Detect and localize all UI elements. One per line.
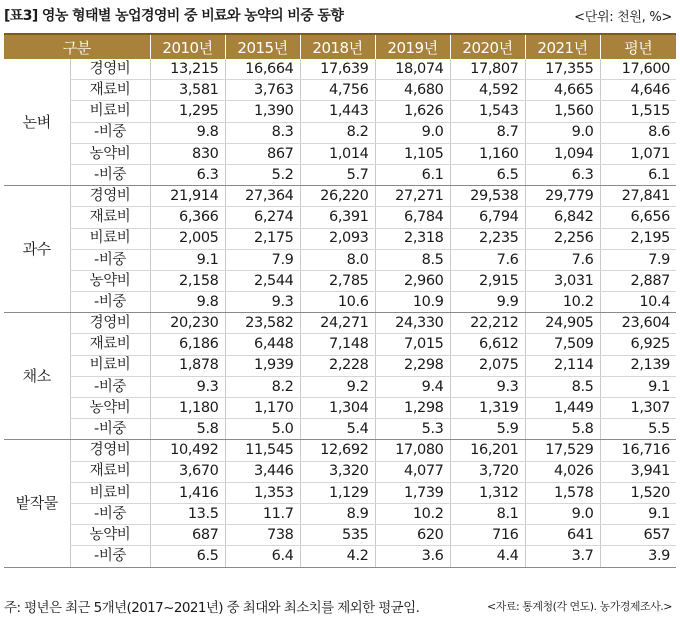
value-cell: 11,545 <box>225 440 300 461</box>
table-row <box>4 270 676 291</box>
footnote: 주: 평년은 최근 5개년(2017~2021년) 중 최대와 최소치를 제외한 평균임. <box>4 600 420 616</box>
row-label: 비료비 <box>70 228 150 249</box>
value-cell: 3,031 <box>525 270 600 291</box>
value-cell: 1,298 <box>375 398 450 419</box>
value-cell: 9.8 <box>150 122 225 143</box>
row-label: 농약비 <box>70 143 150 164</box>
unit-note: <단위: 천원, %> <box>574 10 672 25</box>
value-cell: 3.9 <box>600 546 676 567</box>
value-cell: 8.5 <box>525 376 600 397</box>
value-cell: 10.6 <box>300 292 375 313</box>
table-row <box>4 525 676 546</box>
value-cell: 2,175 <box>225 228 300 249</box>
table-row <box>4 503 676 524</box>
value-cell: 21,914 <box>150 186 225 207</box>
value-cell: 5.0 <box>225 419 300 440</box>
value-cell: 9.1 <box>600 376 676 397</box>
value-cell: 6.1 <box>375 164 450 185</box>
value-cell: 1,304 <box>300 398 375 419</box>
value-cell: 1,014 <box>300 143 375 164</box>
value-cell: 12,692 <box>300 440 375 461</box>
value-cell: 4.4 <box>450 546 525 567</box>
row-label: -비중 <box>70 503 150 524</box>
row-label: 경영비 <box>70 186 150 207</box>
table-title: [표3] 영농 형태별 농업경영비 중 비료와 농약의 비중 동향 <box>4 8 344 24</box>
value-cell: 5.8 <box>525 419 600 440</box>
value-cell: 1,312 <box>450 482 525 503</box>
table-row <box>4 249 676 270</box>
value-cell: 4,026 <box>525 461 600 482</box>
value-cell: 29,538 <box>450 186 525 207</box>
value-cell: 27,841 <box>600 186 676 207</box>
row-label: 재료비 <box>70 80 150 101</box>
group-label: 논벼 <box>4 59 70 186</box>
header-category: 구분 <box>4 34 150 59</box>
value-cell: 24,905 <box>525 313 600 334</box>
value-cell: 830 <box>150 143 225 164</box>
row-label: 경영비 <box>70 440 150 461</box>
header-year: 2018년 <box>300 34 375 59</box>
value-cell: 2,114 <box>525 355 600 376</box>
value-cell: 8.7 <box>450 122 525 143</box>
value-cell: 5.5 <box>600 419 676 440</box>
value-cell: 17,639 <box>300 59 375 80</box>
table-row <box>4 101 676 122</box>
value-cell: 2,785 <box>300 270 375 291</box>
value-cell: 2,318 <box>375 228 450 249</box>
row-label: 농약비 <box>70 270 150 291</box>
value-cell: 1,390 <box>225 101 300 122</box>
data-table <box>4 33 676 568</box>
row-label: 재료비 <box>70 207 150 228</box>
table-row <box>4 482 676 503</box>
value-cell: 11.7 <box>225 503 300 524</box>
value-cell: 1,520 <box>600 482 676 503</box>
table-row <box>4 546 676 567</box>
value-cell: 13.5 <box>150 503 225 524</box>
row-label: 비료비 <box>70 482 150 503</box>
value-cell: 9.1 <box>600 503 676 524</box>
value-cell: 9.4 <box>375 376 450 397</box>
value-cell: 641 <box>525 525 600 546</box>
value-cell: 1,319 <box>450 398 525 419</box>
value-cell: 9.8 <box>150 292 225 313</box>
value-cell: 13,215 <box>150 59 225 80</box>
value-cell: 7.9 <box>225 249 300 270</box>
value-cell: 6,784 <box>375 207 450 228</box>
value-cell: 5.8 <box>150 419 225 440</box>
value-cell: 6.3 <box>150 164 225 185</box>
value-cell: 7,148 <box>300 334 375 355</box>
value-cell: 1,295 <box>150 101 225 122</box>
row-label: -비중 <box>70 376 150 397</box>
value-cell: 9.9 <box>450 292 525 313</box>
value-cell: 27,271 <box>375 186 450 207</box>
value-cell: 687 <box>150 525 225 546</box>
value-cell: 9.3 <box>150 376 225 397</box>
table-row <box>4 59 676 80</box>
value-cell: 1,515 <box>600 101 676 122</box>
value-cell: 1,626 <box>375 101 450 122</box>
value-cell: 2,298 <box>375 355 450 376</box>
value-cell: 5.2 <box>225 164 300 185</box>
value-cell: 16,664 <box>225 59 300 80</box>
table-row <box>4 228 676 249</box>
value-cell: 1,105 <box>375 143 450 164</box>
value-cell: 3,720 <box>450 461 525 482</box>
value-cell: 2,887 <box>600 270 676 291</box>
value-cell: 1,416 <box>150 482 225 503</box>
value-cell: 1,170 <box>225 398 300 419</box>
row-label: -비중 <box>70 249 150 270</box>
value-cell: 17,080 <box>375 440 450 461</box>
row-label: -비중 <box>70 292 150 313</box>
row-label: -비중 <box>70 164 150 185</box>
value-cell: 620 <box>375 525 450 546</box>
header-year: 2010년 <box>150 34 225 59</box>
value-cell: 4,665 <box>525 80 600 101</box>
value-cell: 16,716 <box>600 440 676 461</box>
value-cell: 1,353 <box>225 482 300 503</box>
value-cell: 10.2 <box>525 292 600 313</box>
value-cell: 5.9 <box>450 419 525 440</box>
value-cell: 2,235 <box>450 228 525 249</box>
value-cell: 8.6 <box>600 122 676 143</box>
value-cell: 8.2 <box>225 376 300 397</box>
value-cell: 10.4 <box>600 292 676 313</box>
row-label: 비료비 <box>70 355 150 376</box>
value-cell: 1,543 <box>450 101 525 122</box>
row-label: 비료비 <box>70 101 150 122</box>
header-row <box>4 34 676 59</box>
value-cell: 6.5 <box>450 164 525 185</box>
value-cell: 6.5 <box>150 546 225 567</box>
value-cell: 3.6 <box>375 546 450 567</box>
value-cell: 716 <box>450 525 525 546</box>
value-cell: 29,779 <box>525 186 600 207</box>
value-cell: 2,075 <box>450 355 525 376</box>
value-cell: 2,093 <box>300 228 375 249</box>
value-cell: 6,186 <box>150 334 225 355</box>
value-cell: 5.7 <box>300 164 375 185</box>
group-label: 채소 <box>4 313 70 440</box>
value-cell: 3,763 <box>225 80 300 101</box>
value-cell: 1,443 <box>300 101 375 122</box>
value-cell: 17,600 <box>600 59 676 80</box>
table-row <box>4 355 676 376</box>
value-cell: 5.4 <box>300 419 375 440</box>
table-row <box>4 122 676 143</box>
table-row <box>4 164 676 185</box>
value-cell: 2,544 <box>225 270 300 291</box>
header-average: 평년 <box>600 34 676 59</box>
value-cell: 3,446 <box>225 461 300 482</box>
row-label: 농약비 <box>70 525 150 546</box>
value-cell: 738 <box>225 525 300 546</box>
value-cell: 8.9 <box>300 503 375 524</box>
value-cell: 9.3 <box>225 292 300 313</box>
value-cell: 9.1 <box>150 249 225 270</box>
table-row <box>4 186 676 207</box>
row-label: 농약비 <box>70 398 150 419</box>
table-row <box>4 440 676 461</box>
value-cell: 17,807 <box>450 59 525 80</box>
value-cell: 8.5 <box>375 249 450 270</box>
value-cell: 1,071 <box>600 143 676 164</box>
value-cell: 2,915 <box>450 270 525 291</box>
value-cell: 8.0 <box>300 249 375 270</box>
value-cell: 1,560 <box>525 101 600 122</box>
value-cell: 4,680 <box>375 80 450 101</box>
value-cell: 2,139 <box>600 355 676 376</box>
value-cell: 2,256 <box>525 228 600 249</box>
row-label: 경영비 <box>70 59 150 80</box>
value-cell: 4,756 <box>300 80 375 101</box>
value-cell: 6,274 <box>225 207 300 228</box>
row-label: -비중 <box>70 546 150 567</box>
table-row <box>4 313 676 334</box>
value-cell: 6,391 <box>300 207 375 228</box>
value-cell: 27,364 <box>225 186 300 207</box>
header-year: 2015년 <box>225 34 300 59</box>
value-cell: 4,592 <box>450 80 525 101</box>
row-label: 경영비 <box>70 313 150 334</box>
value-cell: 1,878 <box>150 355 225 376</box>
value-cell: 6,794 <box>450 207 525 228</box>
table-header <box>4 34 676 59</box>
header-year: 2020년 <box>450 34 525 59</box>
value-cell: 5.3 <box>375 419 450 440</box>
value-cell: 1,939 <box>225 355 300 376</box>
table-row <box>4 376 676 397</box>
value-cell: 1,578 <box>525 482 600 503</box>
value-cell: 7.6 <box>525 249 600 270</box>
group-label: 과수 <box>4 186 70 313</box>
value-cell: 7.6 <box>450 249 525 270</box>
value-cell: 535 <box>300 525 375 546</box>
value-cell: 9.3 <box>450 376 525 397</box>
value-cell: 4.2 <box>300 546 375 567</box>
value-cell: 4,646 <box>600 80 676 101</box>
value-cell: 23,582 <box>225 313 300 334</box>
value-cell: 26,220 <box>300 186 375 207</box>
value-cell: 6,366 <box>150 207 225 228</box>
value-cell: 10.2 <box>375 503 450 524</box>
value-cell: 23,604 <box>600 313 676 334</box>
table-row <box>4 292 676 313</box>
value-cell: 2,960 <box>375 270 450 291</box>
value-cell: 17,529 <box>525 440 600 461</box>
table-body <box>4 59 676 567</box>
value-cell: 7.9 <box>600 249 676 270</box>
value-cell: 22,212 <box>450 313 525 334</box>
value-cell: 17,355 <box>525 59 600 80</box>
value-cell: 2,005 <box>150 228 225 249</box>
table-row <box>4 398 676 419</box>
value-cell: 9.0 <box>525 122 600 143</box>
row-label: 재료비 <box>70 461 150 482</box>
value-cell: 1,129 <box>300 482 375 503</box>
value-cell: 1,180 <box>150 398 225 419</box>
value-cell: 24,330 <box>375 313 450 334</box>
value-cell: 1,160 <box>450 143 525 164</box>
value-cell: 867 <box>225 143 300 164</box>
value-cell: 24,271 <box>300 313 375 334</box>
table-row <box>4 207 676 228</box>
value-cell: 1,739 <box>375 482 450 503</box>
value-cell: 10.9 <box>375 292 450 313</box>
header-year: 2021년 <box>525 34 600 59</box>
table-row <box>4 334 676 355</box>
value-cell: 8.1 <box>450 503 525 524</box>
header-year: 2019년 <box>375 34 450 59</box>
row-label: -비중 <box>70 419 150 440</box>
value-cell: 6.3 <box>525 164 600 185</box>
row-label: 재료비 <box>70 334 150 355</box>
value-cell: 6,448 <box>225 334 300 355</box>
value-cell: 16,201 <box>450 440 525 461</box>
row-label: -비중 <box>70 122 150 143</box>
value-cell: 8.2 <box>300 122 375 143</box>
value-cell: 3,581 <box>150 80 225 101</box>
value-cell: 1,094 <box>525 143 600 164</box>
value-cell: 2,195 <box>600 228 676 249</box>
value-cell: 1,307 <box>600 398 676 419</box>
value-cell: 1,449 <box>525 398 600 419</box>
value-cell: 2,158 <box>150 270 225 291</box>
value-cell: 3,941 <box>600 461 676 482</box>
value-cell: 6,842 <box>525 207 600 228</box>
value-cell: 6,656 <box>600 207 676 228</box>
value-cell: 6.1 <box>600 164 676 185</box>
table-row <box>4 80 676 101</box>
group-label: 밭작물 <box>4 440 70 567</box>
value-cell: 6,612 <box>450 334 525 355</box>
value-cell: 3,670 <box>150 461 225 482</box>
value-cell: 9.2 <box>300 376 375 397</box>
table-row <box>4 143 676 164</box>
value-cell: 9.0 <box>375 122 450 143</box>
value-cell: 4,077 <box>375 461 450 482</box>
value-cell: 7,509 <box>525 334 600 355</box>
value-cell: 18,074 <box>375 59 450 80</box>
value-cell: 3.7 <box>525 546 600 567</box>
source-note: <자료: 통계청(각 연도). 농가경제조사.> <box>487 600 672 613</box>
value-cell: 10,492 <box>150 440 225 461</box>
value-cell: 6.4 <box>225 546 300 567</box>
value-cell: 657 <box>600 525 676 546</box>
value-cell: 2,228 <box>300 355 375 376</box>
table-row <box>4 419 676 440</box>
value-cell: 20,230 <box>150 313 225 334</box>
value-cell: 3,320 <box>300 461 375 482</box>
value-cell: 8.3 <box>225 122 300 143</box>
value-cell: 6,925 <box>600 334 676 355</box>
value-cell: 7,015 <box>375 334 450 355</box>
value-cell: 9.0 <box>525 503 600 524</box>
table-row <box>4 461 676 482</box>
